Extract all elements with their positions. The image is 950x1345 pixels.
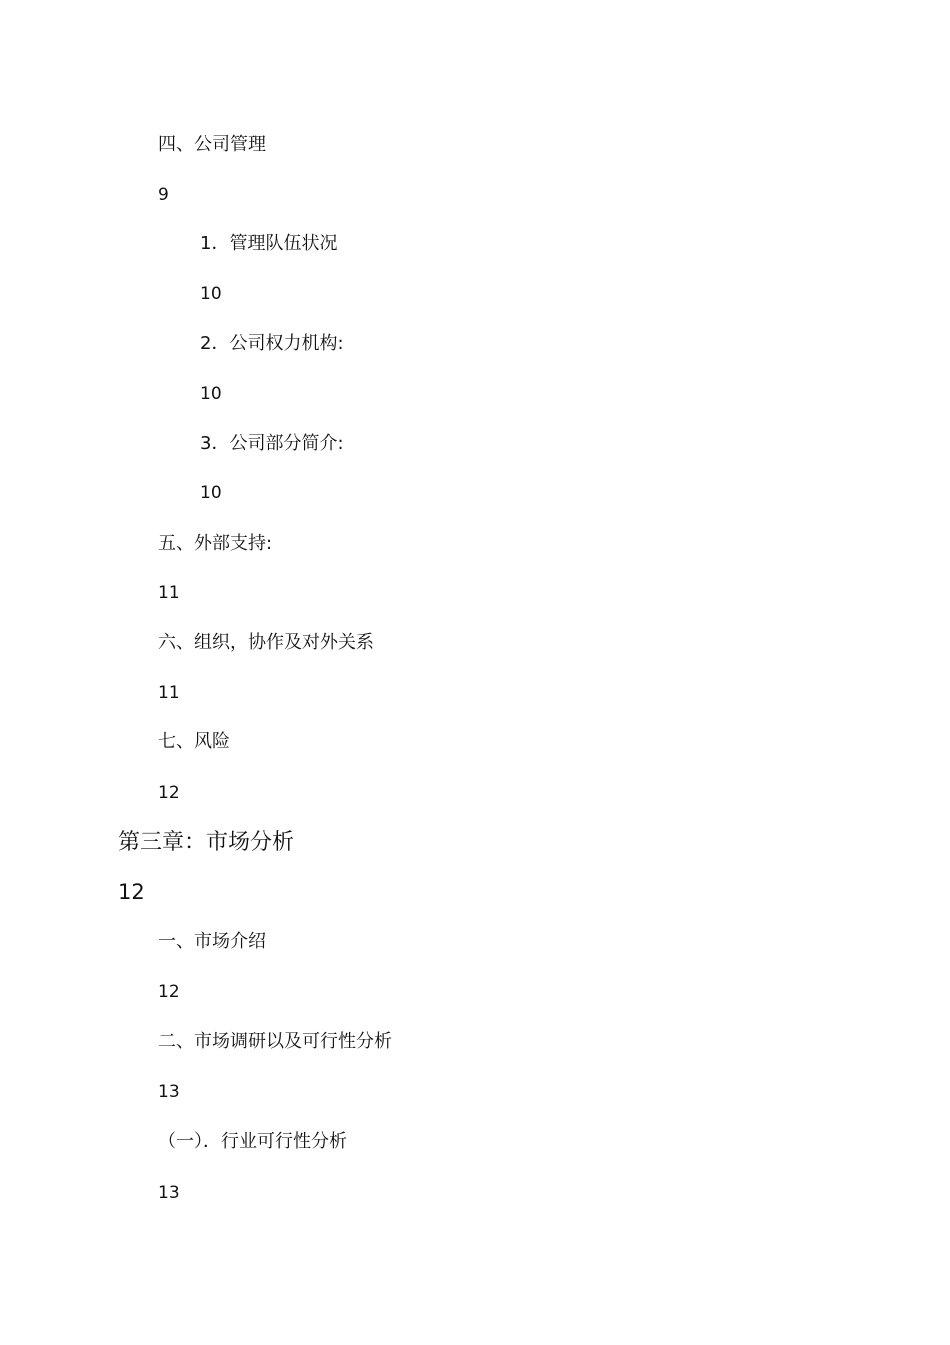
toc-entry-market-research: 二、市场调研以及可行性分析: [158, 1031, 392, 1052]
toc-page-number: 11: [158, 683, 180, 703]
toc-entry-company-management: 四、公司管理: [158, 134, 266, 155]
toc-entry-industry-feasibility: （一）．行业可行性分析: [158, 1131, 347, 1152]
toc-entry-organization-relations: 六、组织，协作及对外关系: [158, 632, 374, 653]
toc-page-number: 9: [158, 185, 169, 205]
toc-entry-company-authority: 2．公司权力机构:: [200, 333, 344, 354]
toc-entry-management-team: 1．管理队伍状况: [200, 233, 338, 254]
toc-entry-risk: 七、风险: [158, 731, 230, 752]
toc-entry-company-departments: 3．公司部分简介:: [200, 433, 344, 454]
toc-page-number: 10: [200, 384, 222, 404]
toc-page-number: 10: [200, 483, 222, 503]
toc-page-number: 12: [158, 783, 180, 803]
toc-entry-external-support: 五、外部支持:: [158, 533, 273, 554]
toc-page-number: 13: [158, 1183, 180, 1203]
toc-page-number: 10: [200, 284, 222, 304]
toc-entry-market-introduction: 一、市场介绍: [158, 931, 266, 952]
toc-chapter-page-number: 12: [118, 880, 145, 904]
toc-page-number: 11: [158, 583, 180, 603]
toc-chapter-market-analysis: 第三章：市场分析: [118, 830, 295, 855]
toc-page-number: 12: [158, 982, 180, 1002]
toc-page-number: 13: [158, 1082, 180, 1102]
